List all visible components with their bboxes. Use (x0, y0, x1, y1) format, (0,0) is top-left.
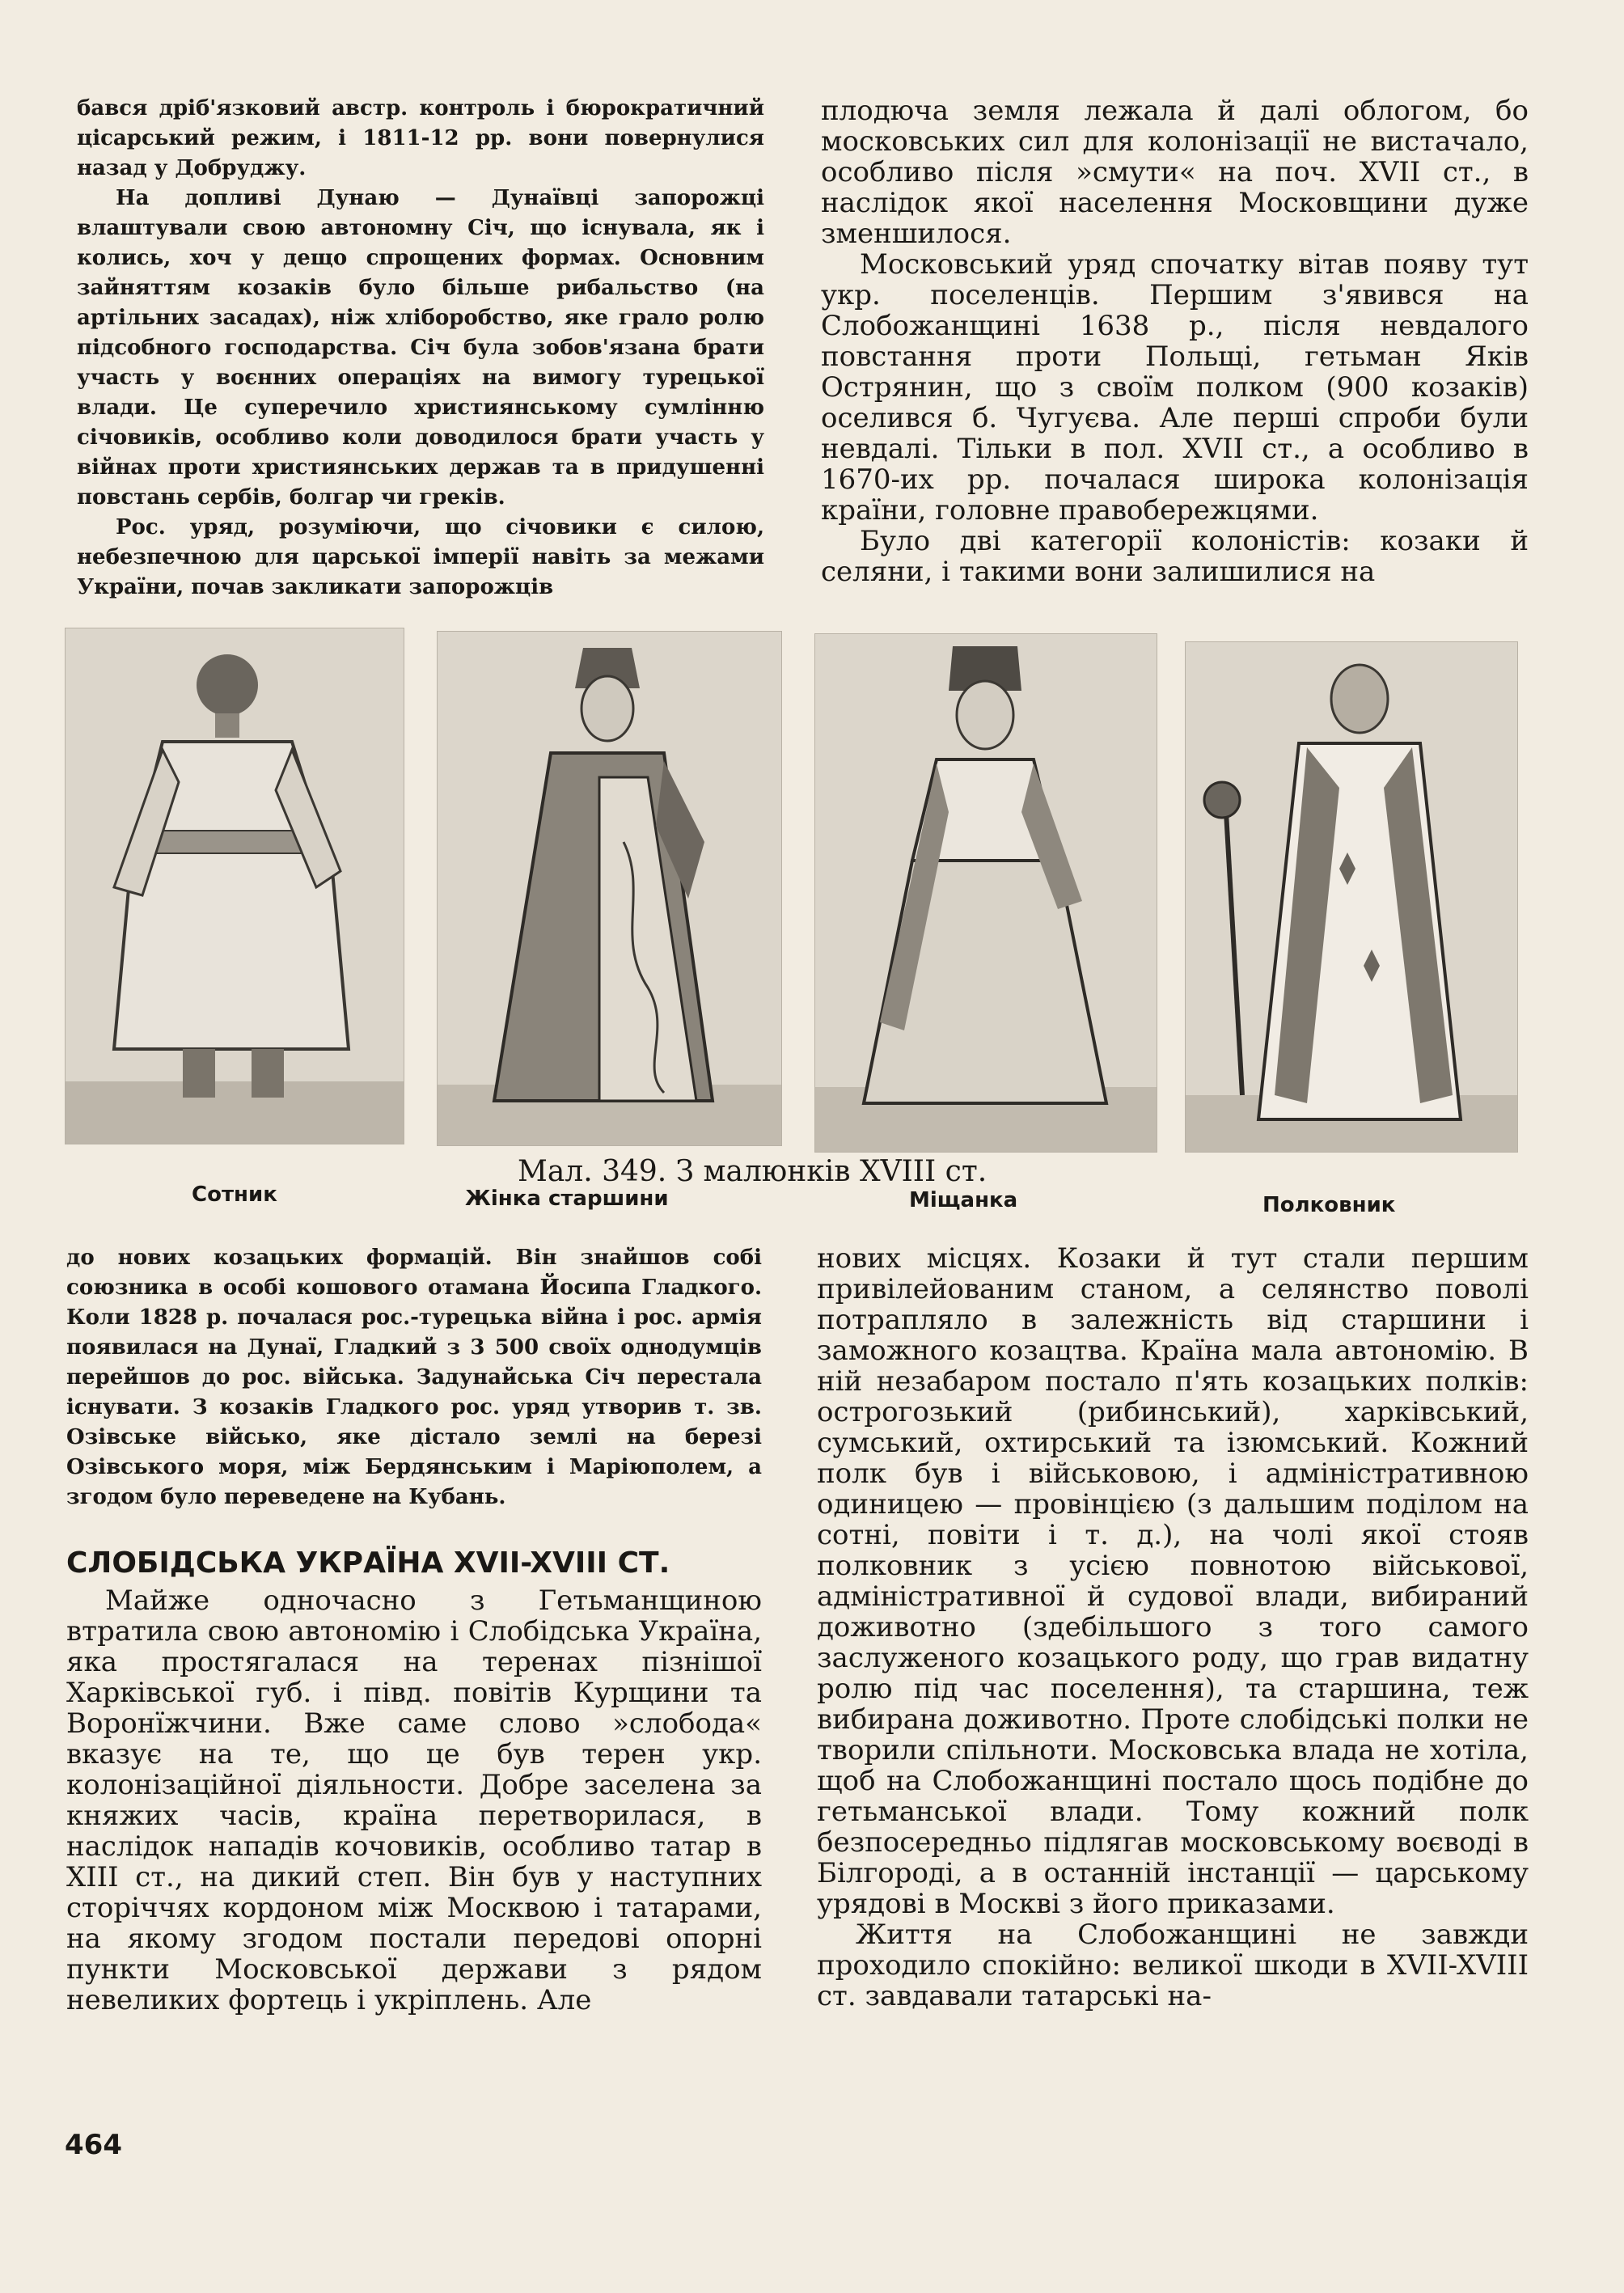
figure-label-polkovnyk: Полковник (1262, 1193, 1396, 1217)
illustration-sotnyk (65, 628, 404, 1144)
text-column-bottom-right (817, 1243, 1529, 2012)
costume-figure-officer-wife (438, 632, 781, 1145)
paragraph: Життя на Слобожанщині не завжди проходило спокійно: великої шкоди в XVII-XVIII ст. завдавали татарські на- (817, 1919, 1529, 2012)
text-column-bottom-left (66, 1243, 762, 2016)
figure-caption: Мал. 349. З малюнків XVIII ст. (518, 1155, 988, 1188)
figure-label-townswoman: Міщанка (909, 1188, 1018, 1212)
paragraph: до нових козацьких формацій. Він знайшов собі союзника в особі кошового отамана Йосипа Гладкого. Коли 1828 р. почалася рос.-турецька війна і рос. армія появилася на Дунаї, Гладкий з 3 500 своїх однодумців перейшов до рос. війська. Задунайська Січ перестала існувати. З козаків Гладкого рос. уряд утворив т. зв. Озівське військо, яке дістало землі на березі Озівського моря, між Бердянським і Маріюполем, а згодом було переведене на Кубань. (66, 1246, 762, 1509)
costume-figure-sotnyk (66, 628, 404, 1144)
paragraph: бався дріб'язковий австр. контроль і бюрократичний цісарський режим, і 1811-12 рр. вони повернулися назад у Добруджу. (77, 96, 764, 180)
paragraph: Московський уряд спочатку вітав появу тут укр. поселенців. Першим з'явився на Слобожанщині 1638 р., після невдалого повстання проти Польщі, гетьман Яків Острянин, що з своїм полком (900 козаків) оселився б. Чугуєва. Але перші спроби були невдалі. Тільки в пол. XVII ст., а особливо в 1670-их рр. почалася широка колонізація країни, головне правобережцями. (821, 248, 1529, 527)
figure-label-sotnyk: Сотник (192, 1182, 277, 1207)
illustration-polkovnyk (1185, 641, 1518, 1153)
costume-figure-polkovnyk (1186, 642, 1517, 1152)
paragraph: Рос. уряд, розуміючи, що січовики є силою, небезпечною для царської імперії навіть за межами України, почав закликати запорожців (77, 515, 764, 599)
paragraph: Майже одночасно з Гетьманщиною втратила свою автономію і Слобідська Україна, яка простягалася на теренах пізнішої Харківської губ. і півд. повітів Курщини та Воронїжчини. Вже саме слово »слобода« вказує на те, що це був терен укр. колонізаційної діяльности. Добре заселена за княжих часів, країна перетворилася, в наслідок нападів кочовиків, особливо татар в XIII ст., на дикий степ. Він був у наступних сторіччях кордоном між Москвою і татарами, на якому згодом постали передові опорні пункти Московської держави з рядом невеликих фортець і укріплень. Але (66, 1584, 762, 2016)
costume-figure-townswoman (815, 634, 1157, 1152)
illustration-officer-wife (437, 631, 782, 1146)
paragraph: На допливі Дунаю — Дунаївці запорожці влаштували свою автономну Січ, що існувала, як і колись, хоч у дещо спрощених формах. Основним зайняттям козаків було більше рибальство (на артільних засадах), ніж хліборобство, яке грало ролю підсобного господарства. Січ була зобов'язана брати участь у воєнних операціях на вимогу турецької влади. Це суперечило християнському сумлінню січовиків, особливо коли доводилося брати участь у війнах проти християнських держав та в придушенні повстань сербів, болгар чи греків. (77, 186, 764, 510)
paragraph: Було дві категорії колоністів: козаки й селяни, і такими вони залишилися на (821, 525, 1529, 588)
illustration-townswoman (814, 633, 1157, 1153)
text-column-top-right (821, 95, 1529, 587)
figure-label-officer-wife: Жінка старшини (465, 1187, 669, 1211)
paragraph: плодюча земля лежала й далі облогом, бо московських сил для колонізації не вистачало, особливо після »смути« на поч. XVII ст., в наслідок якої населення Московщини дуже зменшилося. (821, 95, 1529, 250)
paragraph: нових місцях. Козаки й тут стали першим привілейованим станом, а селянство поволі потрапляло в залежність від старшини і заможного козацтва. Країна мала автономію. В ній незабаром постало п'ять козацьких полків: острогозький (рибинський), харківський, сумський, охтирський та ізюмський. Кожний полк був і військовою, і адміністративною одиницею — провінцією (з дальшим поділом на сотні, повіти і т. д.), на чолі якої стояв полковник з усією повнотою військової, адміністративної й судової влади, вибираний доживотно (здебільшого з того самого заслуженого козацького роду, що грав видатну ролю під час поселення), та старшина, теж вибирана доживотно. Проте слобідські полки не творили спільноти. Московська влада не хотіла, щоб на Слобожанщині постало щось подібне до гетьманської влади. Тому кожний полк безпосередньо підлягав московському воєводі в Білгороді, а в останній інстанції — царському урядові в Москві з його приказами. (817, 1242, 1529, 1920)
page-number: 464 (65, 2129, 122, 2161)
section-heading: СЛОБІДСЬКА УКРАЇНА XVII-XVIII СТ. (66, 1546, 670, 1580)
text-column-top-left (77, 94, 764, 603)
